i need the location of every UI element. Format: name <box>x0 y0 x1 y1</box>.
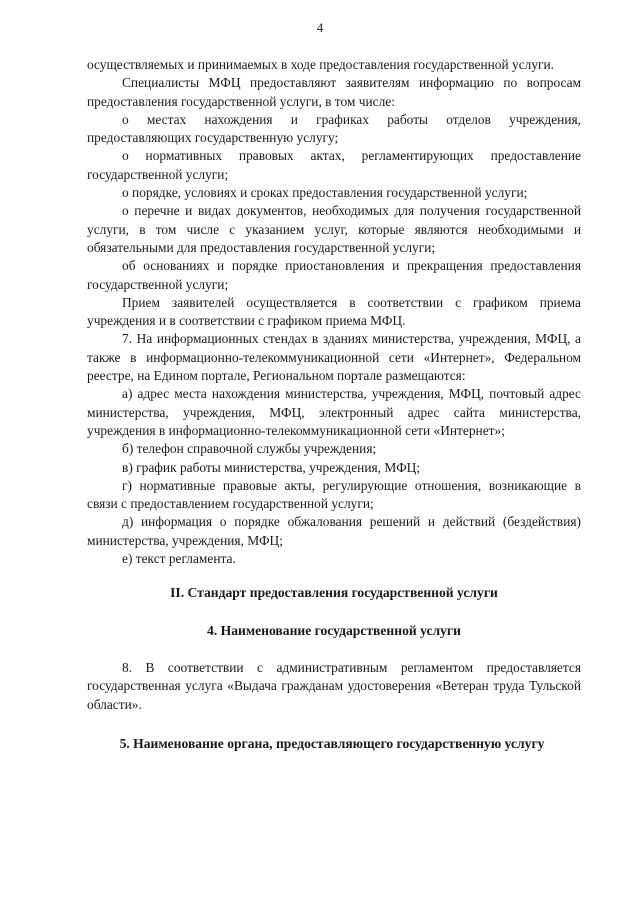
paragraph: 8. В соответствии с административным регламентом предоставляется государственная услуга «Выдача гражданам удостоверения «Ветеран труда Тульской области». <box>87 659 581 712</box>
page-number: 4 <box>316 20 324 35</box>
list-item: а) адрес места нахождения министерства, учреждения, МФЦ, почтовый адрес министерства, учреждения, МФЦ, электронный адрес сайта министерства, учреждения в информационно-телекоммуникационной сети «Интернет»; <box>87 386 581 438</box>
list-item: о порядке, условиях и сроках предоставления государственной услуги; <box>122 185 528 201</box>
subsection-heading: 5. Наименование органа, предоставляющего государственную услугу <box>119 735 545 751</box>
subsection-heading: 4. Наименование государственной услуги <box>207 622 461 638</box>
list-item: об основаниях и порядке приостановления и прекращения предоставления государственной услуги; <box>87 258 581 292</box>
list-item: о местах нахождения и графиках работы отделов учреждения, предоставляющих государственную услугу; <box>87 111 581 146</box>
paragraph: осуществляемых и принимаемых в ходе предоставления государственной услуги. <box>87 57 555 72</box>
list-item: е) текст регламента. <box>122 551 236 567</box>
list-item: г) нормативные правовые акты, регулирующие отношения, возникающие в связи с предоставлением государственной услуги; <box>87 477 581 512</box>
paragraph: Специалисты МФЦ предоставляют заявителям информацию по вопросам предоставления государственной услуги, в том числе: <box>87 75 581 109</box>
paragraph: Прием заявителей осуществляется в соответствии с графиком приема учреждения и в соответствии с графиком приема МФЦ. <box>87 294 581 329</box>
list-item: д) информация о порядке обжалования решений и действий (бездействия) министерства, учреждения, МФЦ; <box>87 514 581 548</box>
paragraph: 7. На информационных стендах в зданиях министерства, учреждения, МФЦ, а также в информационно-телекоммуникационной сети «Интернет», Федеральном реестре, на Едином портале, Региональном портале размещаются: <box>87 331 581 384</box>
list-item: б) телефон справочной службы учреждения; <box>122 441 377 457</box>
section-heading: II. Стандарт предоставления государственной услуги <box>170 585 498 601</box>
document-body <box>87 56 581 753</box>
list-item: о нормативных правовых актах, регламентирующих предоставление государственной услуги; <box>87 148 581 182</box>
list-item: в) график работы министерства, учреждения, МФЦ; <box>122 459 421 475</box>
list-item: о перечне и видах документов, необходимых для получения государственной услуги, в том числе с указанием услуг, которые являются необходимыми и обязательными для предоставления государственной услуги; <box>87 203 581 255</box>
